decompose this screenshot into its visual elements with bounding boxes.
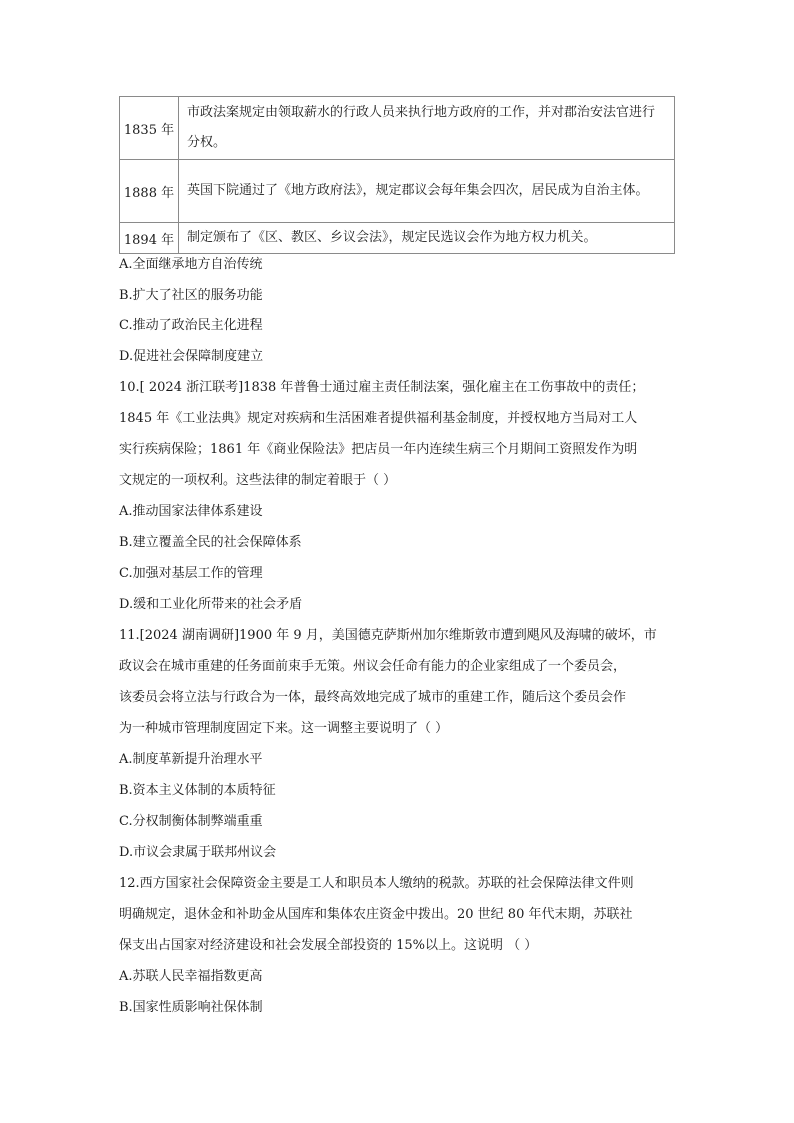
q11-option-a: A.制度革新提升治理水平 — [119, 752, 263, 767]
q12-stem-line: 12.西方国家社会保障资金主要是工人和职员本人缴纳的税款。苏联的社会保障法律文件则 — [119, 876, 634, 891]
q11-option-c: C.分权制衡体制弊端重重 — [119, 814, 263, 829]
q9-option-b: B.扩大了社区的服务功能 — [119, 288, 263, 303]
q11-option-b: B.资本主义体制的本质特征 — [119, 783, 276, 798]
q10-stem-line: 1845 年《工业法典》规定对疾病和生活困难者提供福利基金制度，并授权地方当局对工人 — [119, 411, 638, 426]
year-cell: 1894 年 — [120, 223, 179, 254]
year-cell: 1888 年 — [120, 160, 179, 223]
q10-option-c: C.加强对基层工作的管理 — [119, 566, 263, 581]
q11-stem-line: 11.[2024 湖南调研]1900 年 9 月，美国德克萨斯州加尔维斯敦市遭到飓风及海啸的破坏，市 — [119, 628, 657, 643]
q9-option-c: C.推动了政治民主化进程 — [119, 318, 263, 333]
q12-option-b: B.国家性质影响社保体制 — [119, 1000, 263, 1015]
q10-stem-line: 文规定的一项权利。这些法律的制定着眼于（ ） — [119, 473, 397, 488]
q10-option-b: B.建立覆盖全民的社会保障体系 — [119, 535, 302, 550]
description-cell: 制定颁布了《区、教区、乡议会法》，规定民选议会作为地方权力机关。 — [179, 223, 675, 254]
q11-stem-line: 政议会在城市重建的任务面前束手无策。州议会任命有能力的企业家组成了一个委员会， — [119, 659, 627, 674]
table-row — [120, 223, 675, 254]
q12-option-a: A.苏联人民幸福指数更高 — [119, 969, 263, 984]
q12-stem-line: 明确规定，退休金和补助金从国库和集体农庄资金中拨出。20 世纪 80 年代末期，苏联社 — [119, 907, 633, 922]
year-cell: 1835 年 — [120, 97, 179, 160]
history-timeline-table — [119, 96, 675, 254]
q10-stem-line: 10.[ 2024 浙江联考]1838 年普鲁士通过雇主责任制法案，强化雇主在工伤事故中的责任； — [119, 380, 645, 395]
q9-option-d: D.促进社会保障制度建立 — [119, 349, 264, 364]
table-row — [120, 160, 675, 223]
description-cell: 市政法案规定由领取薪水的行政人员来执行地方政府的工作，并对郡治安法官进行分权。 — [179, 97, 675, 160]
q9-option-a: A.全面继承地方自治传统 — [119, 257, 263, 272]
q10-option-d: D.缓和工业化所带来的社会矛盾 — [119, 597, 303, 612]
q11-stem-line: 为一种城市管理制度固定下来。这一调整主要说明了（ ） — [119, 721, 449, 736]
q10-option-a: A.推动国家法律体系建设 — [119, 504, 263, 519]
description-cell: 英国下院通过了《地方政府法》，规定郡议会每年集会四次，居民成为自治主体。 — [179, 160, 675, 223]
table-row — [120, 97, 675, 160]
q11-option-d: D.市议会隶属于联邦州议会 — [119, 845, 277, 860]
q11-stem-line: 该委员会将立法与行政合为一体，最终高效地完成了城市的重建工作，随后这个委员会作 — [119, 690, 627, 705]
q10-stem-line: 实行疾病保险；1861 年《商业保险法》把店员一年内连续生病三个月期间工资照发作为明 — [119, 442, 638, 457]
q12-stem-line: 保支出占国家对经济建设和社会发展全部投资的 15%以上。这说明 （ ） — [119, 938, 538, 953]
